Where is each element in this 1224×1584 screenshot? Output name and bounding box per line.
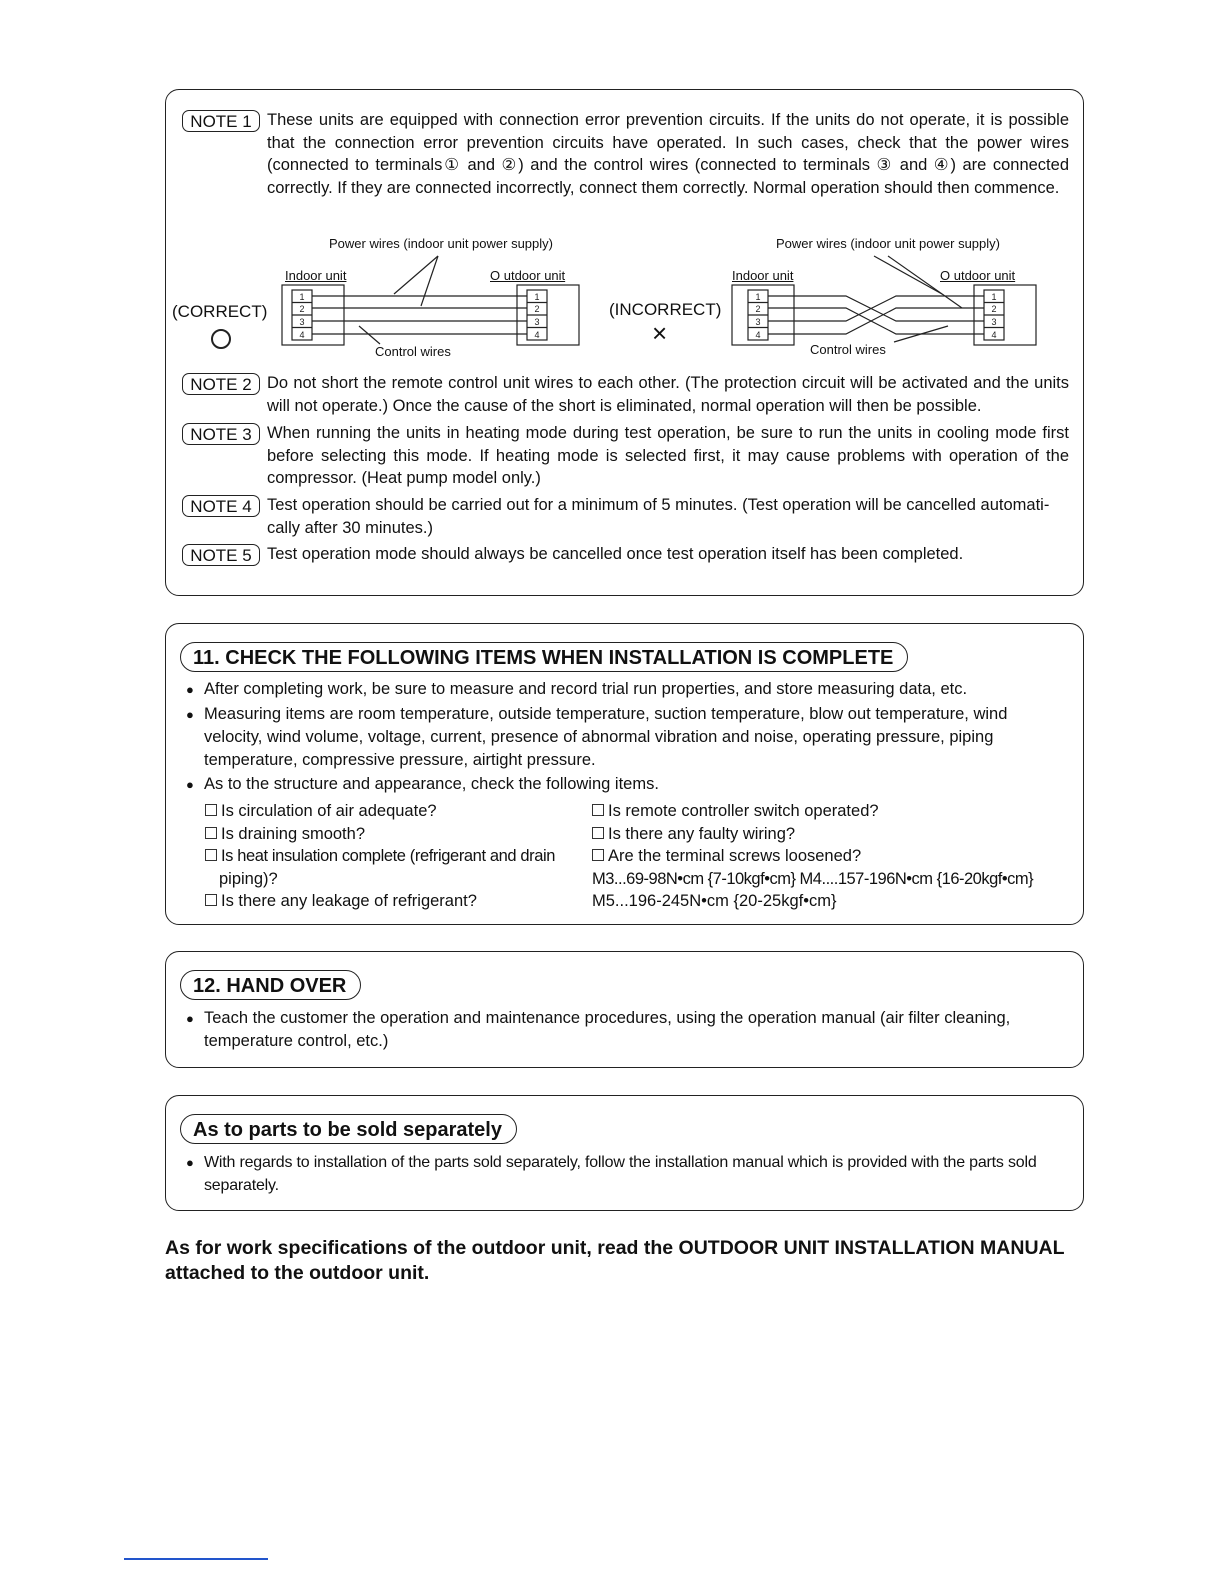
incorrect-outdoor-terminal-2: 2 bbox=[991, 304, 997, 314]
note-5-text: Test operation mode should always be cancelled once test operation itself has been completed. bbox=[267, 545, 964, 563]
checkbox-icon bbox=[592, 827, 604, 839]
correct-indoor-terminal-2: 2 bbox=[299, 304, 305, 314]
checkbox-icon bbox=[592, 849, 604, 861]
correct-outdoor-box bbox=[517, 285, 579, 345]
correct-outdoor-label: O utdoor unit bbox=[490, 268, 566, 283]
check-air-circulation: Is circulation of air adequate? bbox=[205, 800, 437, 823]
bullet-icon: ● bbox=[186, 682, 194, 697]
note-2-text: Do not short the remote control unit wires to each other. (The protection circuit will be activated and the units will not operate.) Once the cause of the short is eliminated, normal operation will then be possible. bbox=[267, 374, 1069, 415]
correct-control-wires-label: Control wires bbox=[375, 344, 451, 359]
correct-label: (CORRECT) bbox=[172, 302, 268, 321]
bullet-icon: ● bbox=[186, 707, 194, 722]
checkbox-icon bbox=[205, 849, 217, 861]
note-1-tag: NOTE 1 bbox=[182, 110, 260, 132]
correct-outdoor-terminal-2: 2 bbox=[534, 304, 540, 314]
section-12-title: 12. HAND OVER bbox=[180, 970, 361, 1000]
incorrect-label: (INCORRECT) bbox=[609, 300, 722, 319]
section-12-bullet: ● Teach the customer the operation and maintenance procedures, using the operation manual (air filter cleaning, temperature control, etc.) bbox=[186, 1007, 1053, 1053]
incorrect-outdoor-label: O utdoor unit bbox=[940, 268, 1016, 283]
incorrect-outdoor-terminal-1: 1 bbox=[991, 292, 997, 302]
section-11-bullet-2: ● Measuring items are room temperature, outside temperature, suction temperature, blow out temperature, wind velocity, wind volume, voltage, current, presence of abnormal vibration and noise, operating pressure, piping temperature, compressive pressure, airtight pressure. bbox=[186, 703, 1053, 772]
check-refrigerant-leak: Is there any leakage of refrigerant? bbox=[205, 890, 477, 913]
incorrect-indoor-terminal-1: 1 bbox=[755, 292, 761, 302]
incorrect-indoor-terminal-4: 4 bbox=[755, 330, 761, 340]
incorrect-power-wires-label: Power wires (indoor unit power supply) bbox=[776, 236, 1000, 251]
note-5-tag: NOTE 5 bbox=[182, 544, 260, 566]
check-draining: Is draining smooth? bbox=[205, 823, 365, 846]
note-2 bbox=[182, 372, 1069, 417]
section-12-box bbox=[165, 951, 1084, 1068]
check-heat-insulation-cont: piping)? bbox=[219, 870, 278, 888]
correct-indoor-terminal-3: 3 bbox=[299, 317, 305, 327]
incorrect-indoor-label: Indoor unit bbox=[732, 268, 794, 283]
bullet-icon: ● bbox=[186, 1011, 194, 1026]
note-5 bbox=[182, 543, 1069, 566]
bullet-icon: ● bbox=[186, 777, 194, 792]
bullet-icon: ● bbox=[186, 1155, 194, 1170]
checkbox-icon bbox=[205, 894, 217, 906]
wiring-diagram bbox=[166, 230, 1085, 365]
incorrect-outdoor-terminal-4: 4 bbox=[991, 330, 997, 340]
notes-box bbox=[165, 89, 1084, 596]
check-heat-insulation: Is heat insulation complete (refrigerant and drain bbox=[205, 845, 555, 868]
note-3-tag: NOTE 3 bbox=[182, 423, 260, 445]
wiring-drawing bbox=[166, 230, 1085, 365]
note-3-text: When running the units in heating mode during test operation, be sure to run the units in cooling mode first before selecting this mode. If heating mode is selected first, it may cause problems with operation of the compressor. (Heat pump model only.) bbox=[267, 424, 1069, 487]
note-4 bbox=[182, 494, 1069, 539]
parts-title: As to parts to be sold separately bbox=[180, 1114, 517, 1144]
parts-bullet: ● With regards to installation of the parts sold separately, follow the installation manual which is provided with the parts sold separately. bbox=[186, 1151, 1053, 1197]
check-terminal-screws: Are the terminal screws loosened? bbox=[592, 845, 861, 868]
footer-note: As for work specifications of the outdoor unit, read the OUTDOOR UNIT INSTALLATION MANUAL attached to the outdoor unit. bbox=[165, 1237, 1065, 1284]
torque-spec-2: M5...196-245N•cm {20-25kgf•cm} bbox=[592, 892, 837, 910]
check-faulty-wiring: Is there any faulty wiring? bbox=[592, 823, 795, 846]
correct-indoor-terminal-4: 4 bbox=[299, 330, 305, 340]
checkbox-icon bbox=[592, 804, 604, 816]
incorrect-outdoor-box bbox=[974, 285, 1036, 345]
checkbox-icon bbox=[205, 827, 217, 839]
parts-box bbox=[165, 1095, 1084, 1211]
incorrect-indoor-terminal-3: 3 bbox=[755, 317, 761, 327]
correct-power-wires-label: Power wires (indoor unit power supply) bbox=[329, 236, 553, 251]
bottom-divider bbox=[124, 1558, 268, 1560]
incorrect-outdoor-terminal-3: 3 bbox=[991, 317, 997, 327]
incorrect-indoor-terminal-2: 2 bbox=[755, 304, 761, 314]
section-11-title: 11. CHECK THE FOLLOWING ITEMS WHEN INSTALLATION IS COMPLETE bbox=[180, 642, 908, 672]
checkbox-icon bbox=[205, 804, 217, 816]
torque-spec-1: M3...69-98N•cm {7-10kgf•cm} M4....157-196N•cm {16-20kgf•cm} bbox=[592, 870, 1034, 888]
note-1 bbox=[182, 109, 1069, 199]
section-11-bullet-3: ● As to the structure and appearance, check the following items. bbox=[186, 773, 1053, 796]
section-11-bullet-1: ● After completing work, be sure to measure and record trial run properties, and store measuring data, etc. bbox=[186, 678, 1053, 701]
note-3 bbox=[182, 422, 1069, 490]
section-11-box bbox=[165, 623, 1084, 925]
note-4-tag: NOTE 4 bbox=[182, 495, 260, 517]
correct-indoor-box bbox=[282, 285, 344, 345]
correct-outdoor-terminal-1: 1 bbox=[534, 292, 540, 302]
correct-outdoor-terminal-3: 3 bbox=[534, 317, 540, 327]
incorrect-control-wires-label: Control wires bbox=[810, 342, 886, 357]
correct-indoor-terminal-1: 1 bbox=[299, 292, 305, 302]
note-1-text: These units are equipped with connection error prevention circuits. If the units do not operate, it is possible that the connection error prevention circuits have operated. In such cases, check that the power wires (connected to terminals① and ②) and the control wires (connected to terminals ③ and ④) are connected correctly. If they are connected incorrectly, connect them correctly. Normal operation should then commence. bbox=[267, 111, 1069, 197]
correct-indoor-label: Indoor unit bbox=[285, 268, 347, 283]
note-2-tag: NOTE 2 bbox=[182, 373, 260, 395]
check-remote-switch: Is remote controller switch operated? bbox=[592, 800, 879, 823]
incorrect-mark: × bbox=[652, 318, 668, 348]
correct-outdoor-terminal-4: 4 bbox=[534, 330, 540, 340]
note-4-text: Test operation should be carried out for a minimum of 5 minutes. (Test operation will be cancelled automati- cally after 30 minutes.) bbox=[267, 496, 1050, 537]
